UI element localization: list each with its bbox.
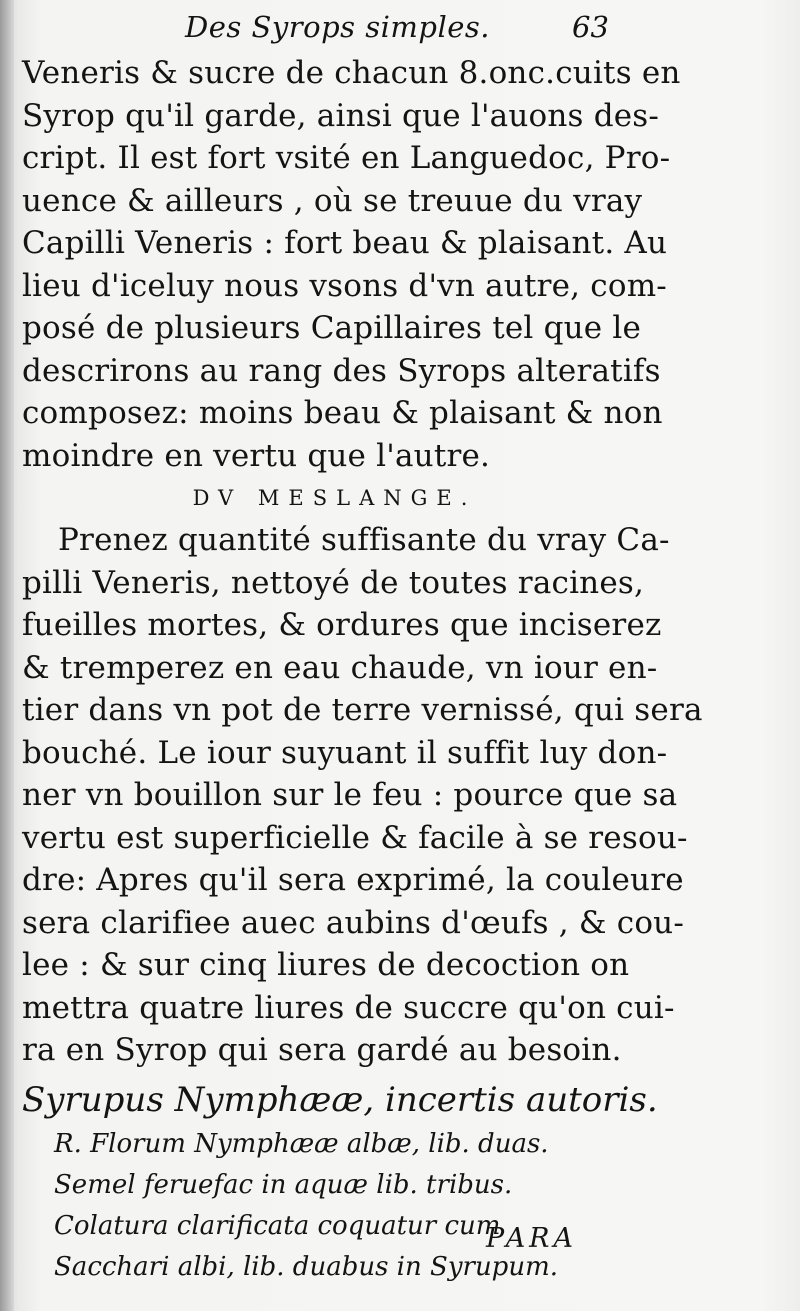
text-line: cript. Il est fort vsité en Languedoc, Pro- xyxy=(22,140,671,176)
text-line: mettra quatre liures de succre qu'on cui- xyxy=(22,989,675,1026)
text-line: moindre en vertu que l'autre. xyxy=(22,437,491,474)
catchword: PARA xyxy=(486,1223,578,1254)
text-line: bouché. Le iour suyuant il suffit luy don- xyxy=(22,734,668,771)
text-line: Capilli Veneris : fort beau & plaisant. Au xyxy=(22,225,668,261)
text-line: uence & ailleurs , où se treuue du vray xyxy=(22,182,643,219)
recipe-title: Syrupus Nymphææ, incertis autoris. xyxy=(22,1079,658,1120)
recipe-line: Colatura clarificata coquatur cum xyxy=(54,1210,501,1241)
text-line: & tremperez en eau chaude, vn iour en- xyxy=(22,649,658,686)
page-gutter xyxy=(0,0,14,1311)
text-line: ra en Syrop qui sera gardé au besoin. xyxy=(22,1032,622,1068)
recipe-line: Semel feruefac in aquæ lib. tribus. xyxy=(54,1169,513,1200)
text-line: dre: Apres qu'il sera exprimé, la couleure xyxy=(22,862,684,898)
text-line: tier dans vn pot de terre vernissé, qui sera xyxy=(22,692,703,728)
text-line: pilli Veneris, nettoyé de toutes racines, xyxy=(22,564,645,601)
text-line: Veneris & sucre de chacun 8.onc.cuits en xyxy=(22,55,681,91)
page-header xyxy=(0,10,800,50)
text-line: Syrop qu'il garde, ainsi que l'auons des- xyxy=(22,97,660,134)
text-line: lee : & sur cinq liures de decoction on xyxy=(22,947,630,983)
text-line: sera clarifiee auec aubins d'œufs , & cou- xyxy=(22,904,685,941)
text-line: fueilles mortes, & ordures que inciserez xyxy=(22,607,662,643)
body-text xyxy=(22,52,703,1288)
text-line: ner vn bouillon sur le feu : pource que sa xyxy=(22,777,678,813)
running-title: Des Syrops simples. xyxy=(185,10,491,44)
recipe-line: R. Florum Nymphææ albæ, lib. duas. xyxy=(54,1128,549,1159)
text-line: descrirons au rang des Syrops alteratifs xyxy=(22,352,661,389)
text-line: composez: moins beau & plaisant & non xyxy=(22,395,663,431)
page-number: 63 xyxy=(572,10,609,44)
text-line: posé de plusieurs Capillaires tel que le xyxy=(22,310,642,346)
recipe-line: Sacchari albi, lib. duabus in Syrupum. xyxy=(54,1251,558,1282)
section-heading: DV MESLANGE. xyxy=(192,486,477,510)
text-line: Prenez quantité suffisante du vray Ca- xyxy=(58,522,670,558)
text-line: vertu est superficielle & facile à se resou- xyxy=(22,819,688,856)
text-line: lieu d'iceluy nous vsons d'vn autre, com- xyxy=(22,267,667,304)
